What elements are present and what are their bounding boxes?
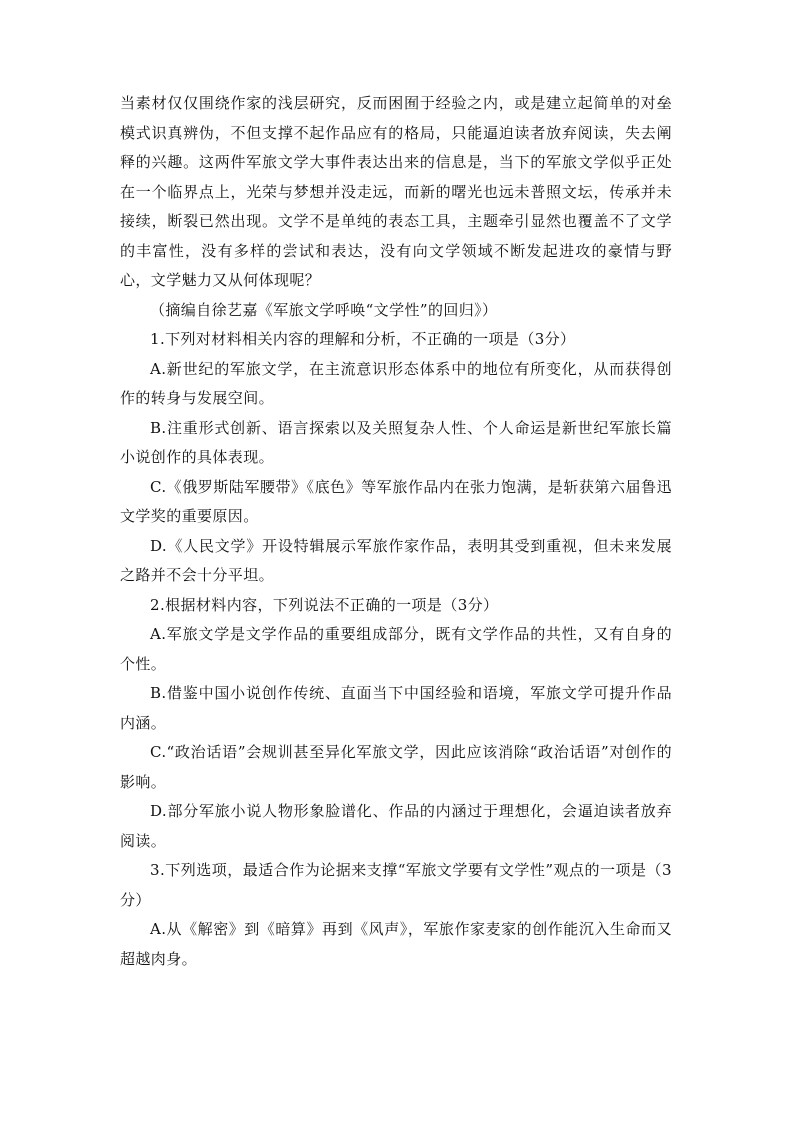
question-2-option-c: C.“政治话语”会规训甚至异化军旅文学，因此应该消除“政治话语”对创作的影响。 xyxy=(120,743,672,791)
question-1-stem: 1.下列对材料相关内容的理解和分析，不正确的一项是（3分） xyxy=(150,330,576,348)
document-page xyxy=(120,89,672,974)
question-2-option-b: B.借鉴中国小说创作传统、直面当下中国经验和语境，军旅文学可提升作品内涵。 xyxy=(120,684,672,732)
question-3-option-a: A.从《解密》到《暗算》再到《风声》，军旅作家麦家的创作能沉入生命而又超越肉身。 xyxy=(120,920,672,968)
intro-paragraph: 当素材仅仅围绕作家的浅层研究，反而困囿于经验之内，或是建立起简单的对垒模式识真辨伪，不但支撑不起作品应有的格局，只能逼迫读者放弃阅读，失去阐释的兴趣。这两件军旅文学大事件表达出来的信息是，当下的军旅文学似乎正处在一个临界点上，光荣与梦想并没走远，而新的曙光也远未普照文坛，传承并未接续，断裂已然出现。文学不是单纯的表态工具，主题牵引显然也覆盖不了文学的丰富性，没有多样的尝试和表达，没有向文学领域不断发起进攻的豪情与野心，文学魅力又从何体现呢？ xyxy=(120,94,672,289)
question-1-option-a: A.新世纪的军旅文学，在主流意识形态体系中的地位有所变化，从而获得创作的转身与发展空间。 xyxy=(120,359,672,407)
question-3-stem: 3.下列选项，最适合作为论据来支撑“军旅文学要有文学性”观点的一项是（3分） xyxy=(120,861,672,909)
question-2-option-d: D.部分军旅小说人物形象脸谱化、作品的内涵过于理想化，会逼迫读者放弃阅读。 xyxy=(120,802,672,850)
question-1-option-c: C.《俄罗斯陆军腰带》《底色》等军旅作品内在张力饱满，是斩获第六届鲁迅文学奖的重要原因。 xyxy=(120,477,672,525)
question-1-option-d: D.《人民文学》开设特辑展示军旅作家作品，表明其受到重视，但未来发展之路并不会十分平坦。 xyxy=(120,536,672,584)
question-2-stem: 2.根据材料内容，下列说法不正确的一项是（3分） xyxy=(150,595,499,614)
question-1-option-b: B.注重形式创新、语言探索以及关照复杂人性、个人命运是新世纪军旅长篇小说创作的具体表现。 xyxy=(120,418,672,466)
source-citation: （摘编自徐艺嘉《军旅文学呼唤“文学性”的回归》） xyxy=(150,300,498,319)
question-2-option-a: A.军旅文学是文学作品的重要组成部分，既有文学作品的共性，又有自身的个性。 xyxy=(120,625,672,673)
